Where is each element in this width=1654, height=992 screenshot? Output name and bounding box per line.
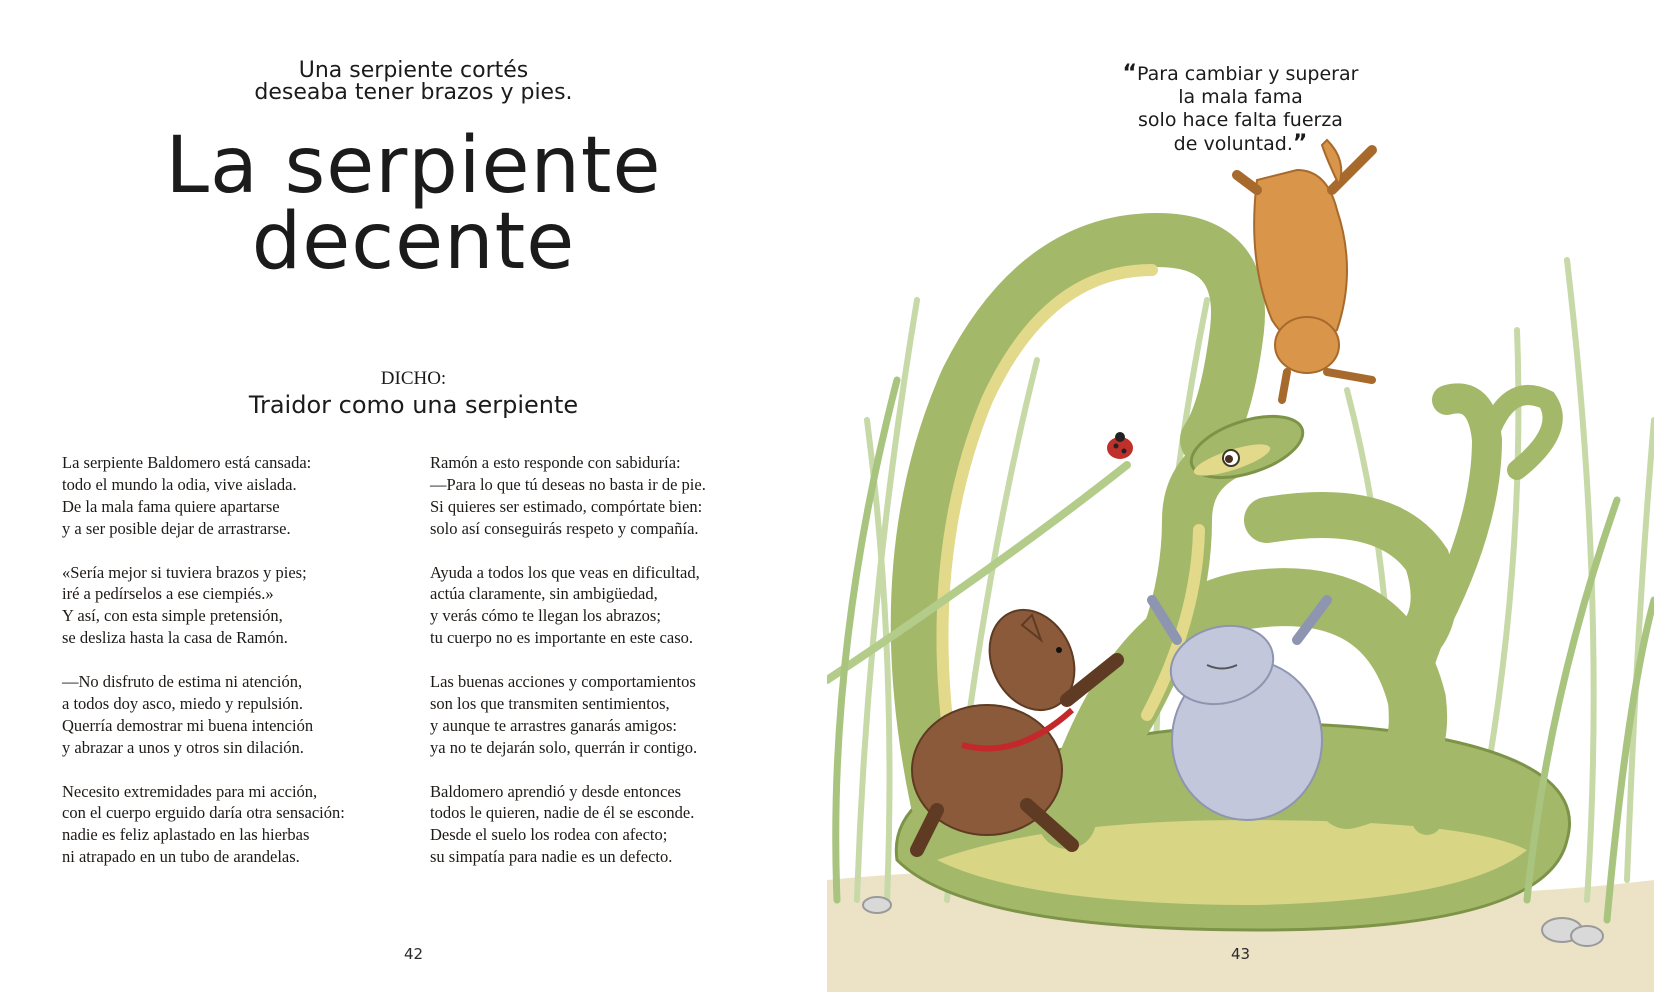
intro-line-2: deseaba tener brazos y pies.	[254, 80, 573, 105]
stanza	[62, 452, 402, 540]
poem-line: su simpatía para nadie es un defecto.	[430, 847, 673, 867]
quote-block	[827, 62, 1654, 156]
intro-line-1: Una serpiente cortés	[298, 58, 529, 83]
right-page	[827, 0, 1654, 992]
poem-line: solo así conseguirás respeto y compañía.	[430, 518, 699, 538]
dicho-text: Traidor como una serpiente	[248, 391, 579, 419]
poem-line: Querría demostrar mi buena intención	[62, 715, 314, 735]
dicho-label: DICHO:	[380, 368, 447, 389]
poem-line: se desliza hasta la casa de Ramón.	[62, 628, 288, 648]
poem-line: —Para lo que tú deseas no basta ir de pie.	[430, 474, 706, 494]
page-number-left: 42	[404, 945, 424, 963]
quote-line-4: de voluntad.”	[1173, 131, 1308, 156]
poem-line: son los que transmiten sentimientos,	[430, 693, 670, 713]
stanza	[430, 562, 770, 650]
poem-line: con el cuerpo erguido daría otra sensación:	[62, 803, 345, 823]
poem-line: De la mala fama quiere apartarse	[62, 496, 280, 516]
intro-text	[0, 60, 827, 104]
stanza	[430, 452, 770, 540]
poem-line: Ayuda a todos los que veas en dificultad,	[430, 562, 700, 582]
poem-line: Y así, con esta simple pretensión,	[62, 606, 283, 626]
poem-line: ya no te dejarán solo, querrán ir contigo.	[430, 737, 698, 757]
poem-line: todos le quieren, nadie de él se esconde.	[430, 803, 695, 823]
quote-open-mark: “	[1122, 61, 1138, 86]
poem-line: y aunque te arrastres ganarás amigos:	[430, 715, 677, 735]
poem-line: y verás cómo te llegan los abrazos;	[430, 606, 661, 626]
poem-line: Baldomero aprendió y desde entonces	[430, 781, 682, 801]
ladybug	[1107, 432, 1133, 459]
poem-line: «Sería mejor si tuviera brazos y pies;	[62, 562, 307, 582]
poem-line: Ramón a esto responde con sabiduría:	[430, 453, 681, 472]
stanza	[62, 562, 402, 650]
stanza	[62, 671, 402, 759]
poem-line: a todos doy asco, miedo y repulsión.	[62, 693, 304, 713]
poem-line: —No disfruto de estima ni atención,	[62, 672, 303, 692]
stanza	[62, 781, 402, 869]
poem-line: Desde el suelo los rodea con afecto;	[430, 825, 668, 845]
title-line-1: La serpiente	[165, 121, 662, 211]
poem-column-2	[430, 452, 770, 890]
poem-line: Si quieres ser estimado, compórtate bien:	[430, 496, 703, 516]
poem-line: Necesito extremidades para mi acción,	[62, 781, 318, 801]
poem-line: y a ser posible dejar de arrastrarse.	[62, 518, 291, 538]
stanza	[430, 671, 770, 759]
quote-line-1: “Para cambiar y superar	[1122, 61, 1359, 86]
quote-line-3: solo hace falta fuerza	[1138, 109, 1343, 131]
poem-line: actúa claramente, sin ambigüedad,	[430, 584, 658, 604]
poem-column-1	[62, 452, 402, 890]
poem-line: tu cuerpo no es importante en este caso.	[430, 628, 693, 648]
poem-line: Las buenas acciones y comportamientos	[430, 672, 696, 692]
poem-line: ni atrapado en un tubo de arandelas.	[62, 847, 300, 867]
poem-line: todo el mundo la odia, vive aislada.	[62, 474, 297, 494]
quote-close-mark: ”	[1292, 131, 1308, 156]
poem-line: y abrazar a unos y otros sin dilación.	[62, 737, 304, 757]
page-number-right: 43	[1231, 945, 1251, 963]
poem-line: iré a pedírselos a ese ciempiés.»	[62, 584, 274, 604]
poem-line: nadie es feliz aplastado en las hierbas	[62, 825, 310, 845]
title-line-2: decente	[251, 197, 576, 287]
page-title	[0, 121, 827, 287]
poem-line: La serpiente Baldomero está cansada:	[62, 453, 312, 472]
stanza	[430, 781, 770, 869]
quote-line-2: la mala fama	[1178, 86, 1303, 108]
